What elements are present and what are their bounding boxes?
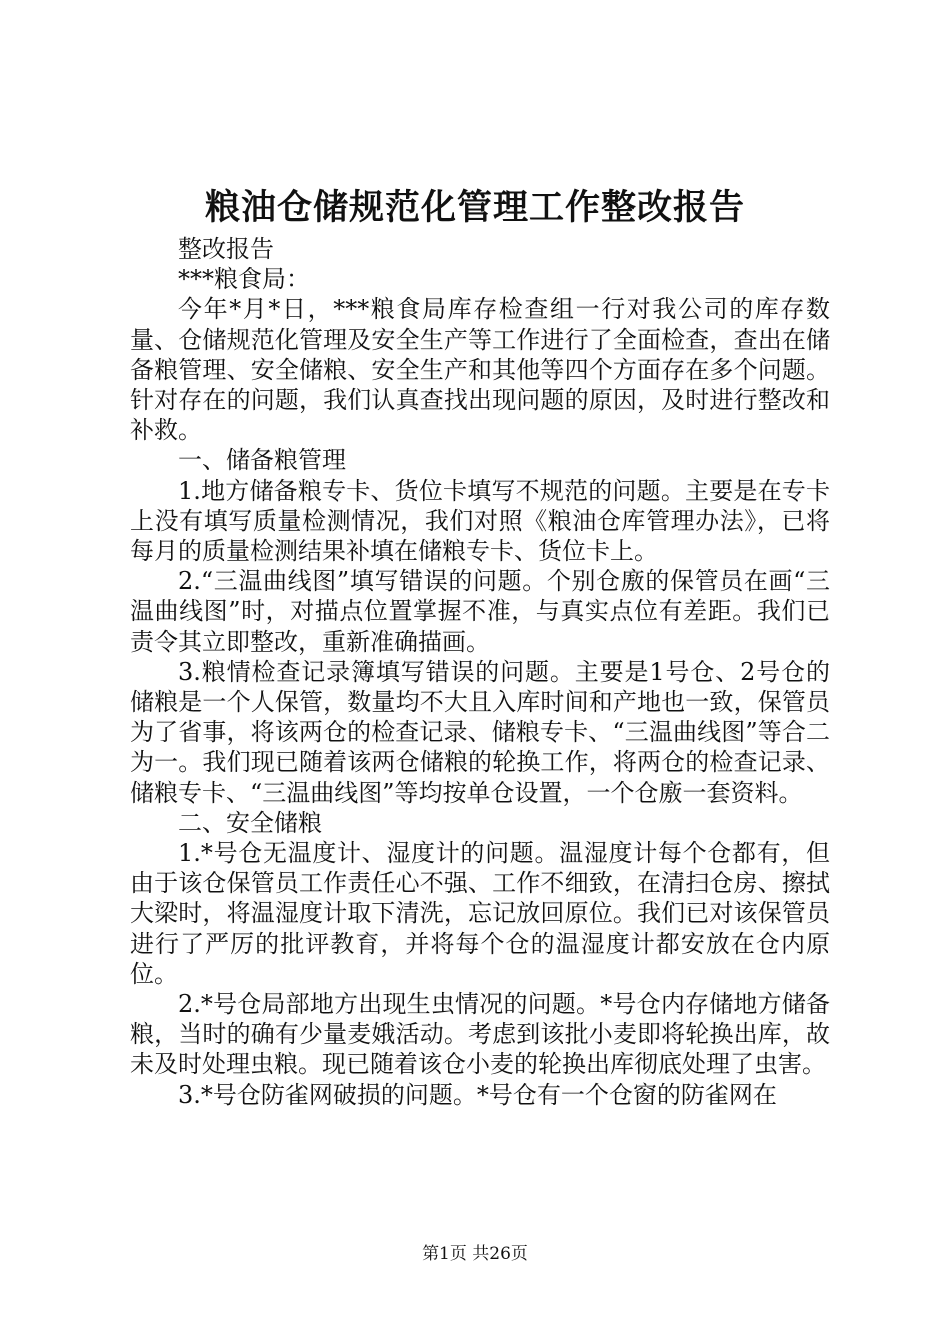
page-number-footer: 第1页 共26页	[422, 1244, 528, 1264]
paragraph-item-1-1: 1.地方储备粮专卡、货位卡填写不规范的问题。主要是在专卡上没有填写质量检测情况，我们对照《粮油仓库管理办法》，已将每月的质量检测结果补填在储粮专卡、货位卡上。	[130, 476, 830, 566]
paragraph-heading-report: 整改报告	[178, 235, 274, 263]
document-title: 粮油仓储规范化管理工作整改报告	[204, 187, 745, 228]
paragraph-intro: 今年*月*日，***粮食局库存检查组一行对我公司的库存数量、仓储规范化管理及安全生产等工作进行了全面检查，查出在储备粮管理、安全储粮、安全生产和其他等四个方面存在多个问题。针对存在的问题，我们认真查找出现问题的原因，及时进行整改和补救。	[130, 295, 830, 445]
section-heading-reserve-management: 一、储备粮管理	[178, 446, 346, 475]
paragraph-item-2-3: 3.*号仓防雀网破损的问题。*号仓有一个仓窗的防雀网在	[178, 1080, 777, 1109]
paragraph-item-1-2: 2.“三温曲线图”填写错误的问题。个别仓廒的保管员在画“三温曲线图”时，对描点位置掌握不准，与真实点位有差距。我们已责令其立即整改，重新准确描画。	[130, 567, 830, 656]
document-body	[130, 234, 830, 1110]
paragraph-addressee: ***粮食局：	[178, 265, 310, 294]
section-heading-safe-storage: 二、安全储粮	[178, 808, 322, 837]
paragraph-item-2-2: 2.*号仓局部地方出现生虫情况的问题。*号仓内存储地方储备粮，当时的确有少量麦娥活动。考虑到该批小麦即将轮换出库，故未及时处理虫粮。现已随着该仓小麦的轮换出库彻底处理了虫害。	[130, 990, 830, 1079]
paragraph-item-1-3: 3.粮情检查记录簿填写错误的问题。主要是1号仓、2号仓的储粮是一个人保管，数量均不大且入库时间和产地也一致，保管员为了省事，将该两仓的检查记录、储粮专卡、“三温曲线图”等合二为一。我们现已随着该两仓储粮的轮换工作，将两仓的检查记录、储粮专卡、“三温曲线图”等均按单仓设置，一个仓廒一套资料。	[130, 657, 830, 807]
paragraph-item-2-1: 1.*号仓无温度计、湿度计的问题。温湿度计每个仓都有，但由于该仓保管员工作责任心不强、工作不细致，在清扫仓房、擦拭大梁时，将温湿度计取下清洗，忘记放回原位。我们已对该保管员进行了严厉的批评教育，并将每个仓的温湿度计都安放在仓内原位。	[130, 839, 830, 988]
